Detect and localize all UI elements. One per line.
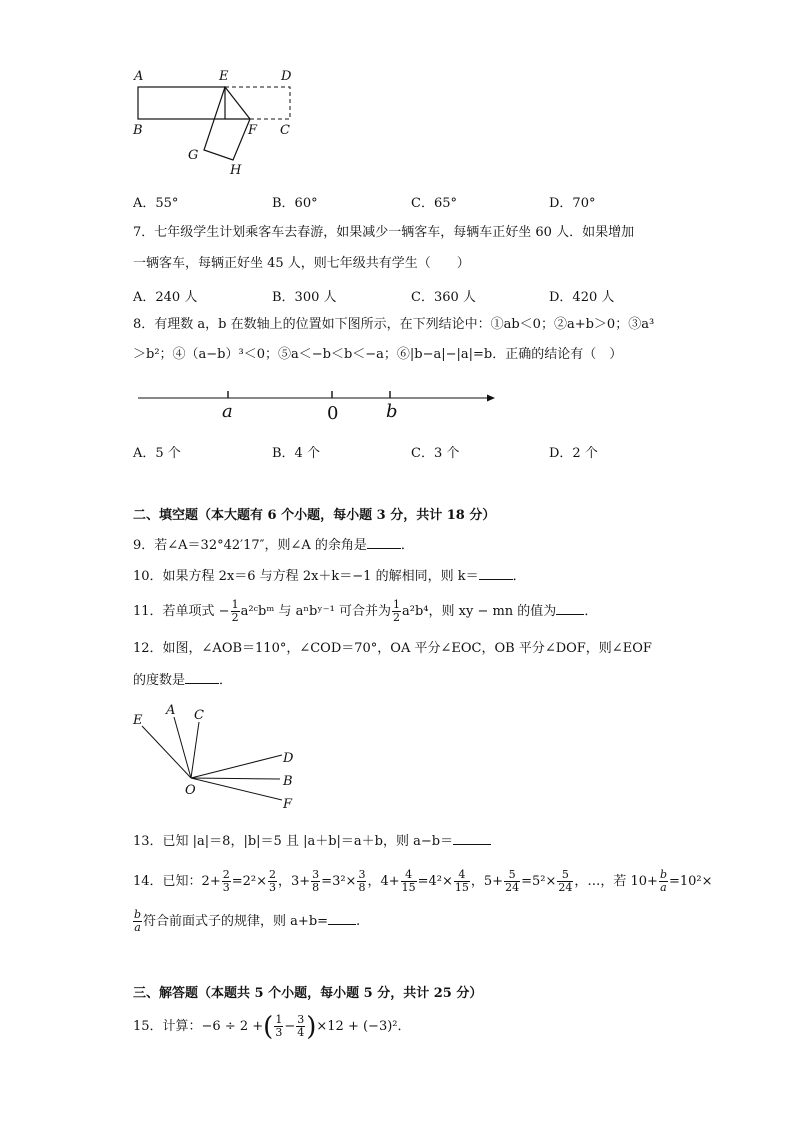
q6-option-a: A．55°	[133, 196, 179, 211]
q14-term: ，3+	[278, 874, 311, 889]
q8-line-1: 8．有理数 a，b 在数轴上的位置如下图所示，在下列结论中：①ab＜0；②a+b＞0；③a³	[133, 317, 655, 332]
q10-text: 10．如果方程 2x＝6 与方程 2x＋k＝−1 的解相同，则 k＝	[133, 569, 479, 584]
q14-fraction: $\frac{3}{8}$	[358, 868, 366, 894]
label-E: E	[133, 713, 143, 728]
q14-fraction: $\frac{b}{a}$	[659, 868, 667, 894]
q15-prefix: 15．计算：−6 ÷ 2 +	[133, 1019, 264, 1034]
q15	[133, 1010, 411, 1044]
q10-end: ．	[512, 569, 526, 584]
section-3-heading: 三、解答题（本题共 5 个小题，每小题 5 分，共计 25 分）	[133, 986, 483, 1001]
q13-answer-blank	[453, 832, 491, 845]
label-F: F	[283, 797, 293, 810]
q14-fraction: $\frac{4}{15}$	[401, 868, 416, 894]
axis-label-a: a	[222, 401, 233, 422]
q14-fraction: $\frac{5}{24}$	[558, 868, 573, 894]
q13-text: 13．已知 |a|＝8，|b|＝5 且 |a＋b|＝a＋b，则 a−b＝	[133, 834, 454, 849]
axis-label-b: b	[386, 401, 398, 422]
q14-term: =3²×	[321, 874, 357, 889]
q14-fraction: $\frac{3}{8}$	[312, 868, 320, 894]
q15-fraction-1: $\frac{1}{3}$	[275, 1013, 283, 1039]
label-B: B	[133, 123, 143, 138]
rectangle-fold-figure	[128, 62, 303, 180]
q14-line-1	[133, 866, 713, 898]
q8-option-d: D．2 个	[549, 446, 598, 461]
q7-line-2: 一辆客车，每辆正好坐 45 人，则七年级共有学生（ ）	[133, 256, 470, 271]
q9-text: 9．若∠A＝32°42′17″，则∠A 的余角是	[133, 538, 367, 553]
label-H: H	[230, 163, 242, 178]
q7-option-a: A．240 人	[133, 290, 198, 305]
q11	[133, 596, 597, 628]
q11-fraction-1: $\frac{1}{2}$	[231, 598, 239, 624]
q14-term: ，4+	[367, 874, 400, 889]
q13	[133, 832, 491, 851]
q14-fraction: $\frac{2}{3}$	[269, 868, 276, 894]
q11-mid-1: a²ᶜbᵐ 与 aⁿbʸ⁻¹ 可合并为	[240, 604, 392, 619]
q9	[133, 536, 414, 555]
angle-rays-figure	[128, 700, 308, 810]
q7-option-d: D．420 人	[549, 290, 615, 305]
label-D: D	[283, 751, 294, 766]
q14-fraction: $\frac{2}{3}$	[222, 868, 230, 894]
q8-option-c: C．3 个	[411, 446, 460, 461]
axis-label-zero: 0	[327, 403, 339, 424]
q10	[133, 567, 526, 586]
q14-answer-blank	[328, 912, 356, 925]
label-D: D	[281, 69, 292, 84]
q12-line-2	[133, 671, 232, 690]
q11-end: ．	[584, 604, 598, 619]
label-O: O	[185, 783, 196, 798]
left-paren: (	[263, 1011, 274, 1042]
q12-answer-blank	[185, 671, 219, 684]
q14-term: =4²×	[417, 874, 453, 889]
q14-term: =10²×	[668, 874, 713, 889]
number-line-figure	[133, 382, 503, 424]
q9-end: ．	[400, 538, 414, 553]
q8-option-b: B．4 个	[272, 446, 320, 461]
q14-fraction: $\frac{b}{a}$	[134, 908, 142, 934]
q8-option-a: A．5 个	[133, 446, 181, 461]
q12-text-2: 的度数是	[133, 673, 186, 688]
q12-line-1: 12．如图，∠AOB＝110°，∠COD＝70°，OA 平分∠EOC，OB 平分∠DOF，则∠EOF	[133, 641, 652, 656]
label-C: C	[280, 123, 290, 138]
q6-option-c: C．65°	[411, 196, 457, 211]
q11-mid-2: a²b⁴，则 xy − mn 的值为	[402, 604, 557, 619]
label-E: E	[219, 69, 229, 84]
q9-answer-blank	[367, 536, 401, 549]
label-C: C	[194, 708, 204, 723]
label-A: A	[166, 703, 176, 718]
q14-line-2	[133, 906, 360, 938]
q14-end: .	[356, 914, 361, 929]
q11-prefix: 11．若单项式 −	[133, 604, 230, 619]
q10-answer-blank	[479, 567, 513, 580]
label-G: G	[188, 148, 199, 163]
q7-line-1: 7．七年级学生计划乘客车去春游，如果减少一辆客车，每辆车正好坐 60 人．如果增加	[133, 225, 635, 240]
q14-text-2: 符合前面式子的规律，则 a+b=	[143, 914, 329, 929]
q14-term: ，…，若 10+	[574, 874, 658, 889]
q8-line-2: ＞b²；④（a−b）³＜0；⑤a＜−b＜b＜−a；⑥|b−a|−|a|=b．正确的结论有（ ）	[133, 347, 623, 362]
q15-suffix: ×12 + (−3)²．	[316, 1019, 411, 1034]
label-A: A	[134, 69, 144, 84]
right-paren: )	[306, 1011, 317, 1042]
q14-term: =5²×	[521, 874, 557, 889]
q6-option-b: B．60°	[272, 196, 318, 211]
q7-option-b: B．300 人	[272, 290, 337, 305]
q14-term: =2²×	[231, 874, 267, 889]
label-F: F	[248, 123, 258, 138]
q14-fraction: $\frac{5}{24}$	[505, 868, 520, 894]
q15-minus: −	[284, 1019, 296, 1034]
q14-fraction: $\frac{4}{15}$	[454, 868, 469, 894]
q14-prefix: 14．已知：2+	[133, 874, 221, 889]
q6-option-d: D．70°	[549, 196, 596, 211]
q11-answer-blank	[556, 602, 584, 615]
q12-end: ．	[219, 673, 233, 688]
q7-option-c: C．360 人	[411, 290, 476, 305]
label-B: B	[283, 774, 293, 789]
section-2-heading: 二、填空题（本大题有 6 个小题，每小题 3 分，共计 18 分）	[133, 508, 496, 523]
q11-fraction-2: $\frac{1}{2}$	[393, 598, 401, 624]
q14-term: ，5+	[470, 874, 504, 889]
q15-fraction-2: $\frac{3}{4}$	[297, 1013, 305, 1039]
